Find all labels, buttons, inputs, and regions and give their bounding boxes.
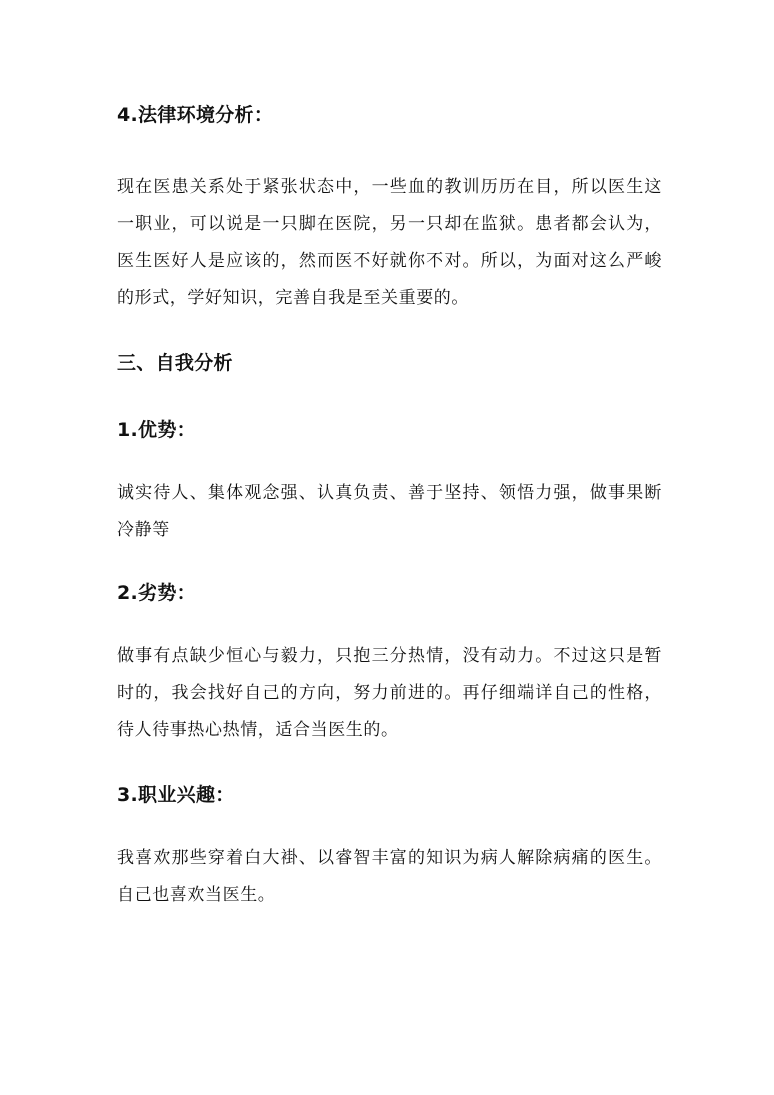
disadvantages-paragraph: 做事有点缺少恒心与毅力，只抱三分热情，没有动力。不过这只是暂时的，我会找好自己的方向，努力前进的。再仔细端详自己的性格，待人待事热心热情，适合当医生的。 (117, 646, 662, 740)
document-content (117, 96, 662, 914)
disadvantages-heading: 2.劣势： (117, 582, 196, 604)
legal-environment-heading: 4.法律环境分析： (117, 104, 274, 126)
self-analysis-heading: 三、自我分析 (117, 352, 233, 374)
career-interest-heading: 3.职业兴趣： (117, 784, 235, 806)
career-interest-paragraph: 我喜欢那些穿着白大褂、以睿智丰富的知识为病人解除病痛的医生。自己也喜欢当医生。 (117, 848, 662, 905)
legal-environment-paragraph: 现在医患关系处于紧张状态中，一些血的教训历历在目，所以医生这一职业，可以说是一只脚在医院，另一只却在监狱。患者都会认为，医生医好人是应该的，然而医不好就你不对。所以，为面对这么严峻的形式，学好知识，完善自我是至关重要的。 (117, 177, 662, 308)
advantages-heading: 1.优势： (117, 419, 196, 441)
advantages-paragraph: 诚实待人、集体观念强、认真负责、善于坚持、领悟力强，做事果断冷静等 (117, 483, 662, 540)
